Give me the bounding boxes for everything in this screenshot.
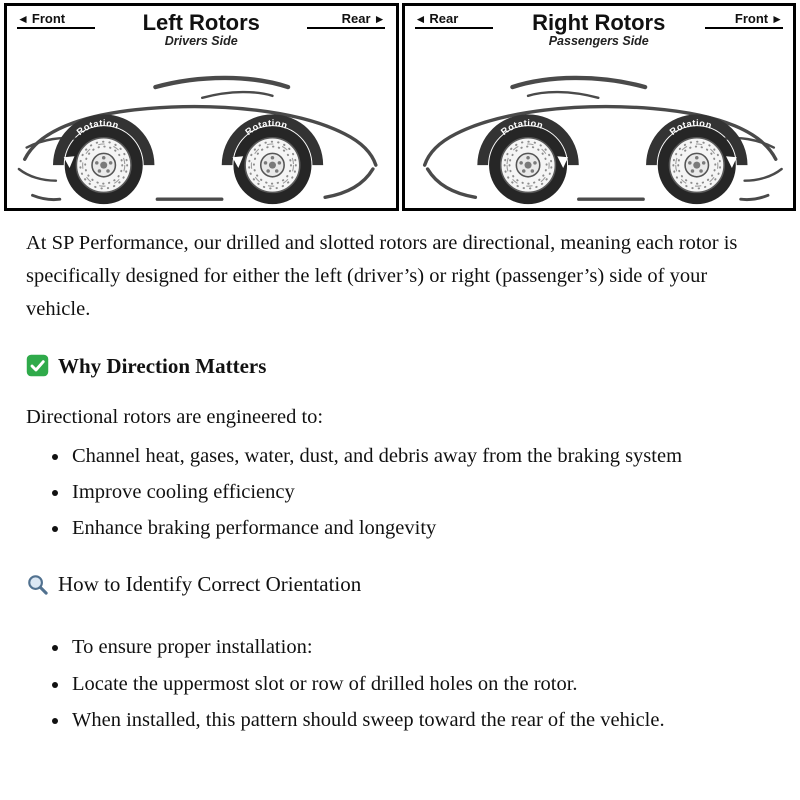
- direction-benefits-list: [26, 440, 774, 546]
- rear-label: Rear: [341, 11, 371, 26]
- heading-text: How to Identify Correct Orientation: [58, 572, 362, 597]
- rotation-label: Rotation: [243, 118, 289, 138]
- right-rotors-panel: [402, 3, 797, 211]
- panel-subtitle: Passengers Side: [548, 34, 649, 49]
- panel-title: Right Rotors: [532, 10, 666, 35]
- front-label: Front: [734, 11, 769, 26]
- front-label: Front: [31, 11, 66, 26]
- left-rotors-panel: [4, 3, 399, 211]
- list-item: • To ensure proper installation:: [70, 631, 774, 664]
- article-content: [0, 213, 800, 753]
- orientation-steps-list: [26, 631, 774, 737]
- right-panel-title-block: [532, 11, 665, 48]
- arrow-left-icon: ◄: [17, 11, 29, 26]
- check-icon: [26, 354, 49, 377]
- right-panel-header: [405, 6, 794, 48]
- rear-direction-label: [415, 11, 493, 29]
- left-panel-header: [7, 6, 396, 48]
- rear-direction-label: [307, 11, 385, 29]
- why-direction-matters-heading: [26, 349, 774, 383]
- rotation-label: Rotation: [498, 118, 544, 138]
- left-panel-title-block: [143, 11, 260, 48]
- intro-paragraph: At SP Performance, our drilled and slotted rotors are directional, meaning each rotor is specifically designed for either the left (driver’s) or right (passenger’s) side of your vehicle.: [26, 232, 738, 321]
- heading-text: Why Direction Matters: [58, 353, 267, 378]
- left-car-drawing: [7, 50, 396, 208]
- list-item: • When installed, this pattern should sweep toward the rear of the vehicle.: [70, 704, 774, 737]
- front-direction-label: [705, 11, 783, 29]
- panel-title: Left Rotors: [142, 10, 260, 35]
- front-direction-label: [17, 11, 95, 29]
- right-car-drawing: [405, 50, 794, 208]
- list-item: • Locate the uppermost slot or row of drilled holes on the rotor.: [70, 668, 774, 701]
- identify-orientation-heading: [26, 567, 774, 601]
- arrow-right-icon: ►: [771, 11, 783, 26]
- rotation-label: Rotation: [74, 118, 121, 138]
- rear-label: Rear: [429, 11, 459, 26]
- arrow-left-icon: ◄: [414, 11, 427, 26]
- rotation-label: Rotation: [667, 118, 713, 138]
- list-item: • Channel heat, gases, water, dust, and debris away from the braking system: [70, 440, 774, 473]
- engineered-to-lead: Directional rotors are engineered to:: [26, 405, 324, 428]
- list-item: • Improve cooling efficiency: [70, 476, 774, 509]
- magnifier-icon: [26, 573, 49, 596]
- arrow-right-icon: ►: [373, 11, 386, 26]
- rotor-direction-diagram: [0, 0, 800, 213]
- list-item: • Enhance braking performance and longevity: [70, 512, 774, 545]
- panel-subtitle: Drivers Side: [164, 34, 238, 49]
